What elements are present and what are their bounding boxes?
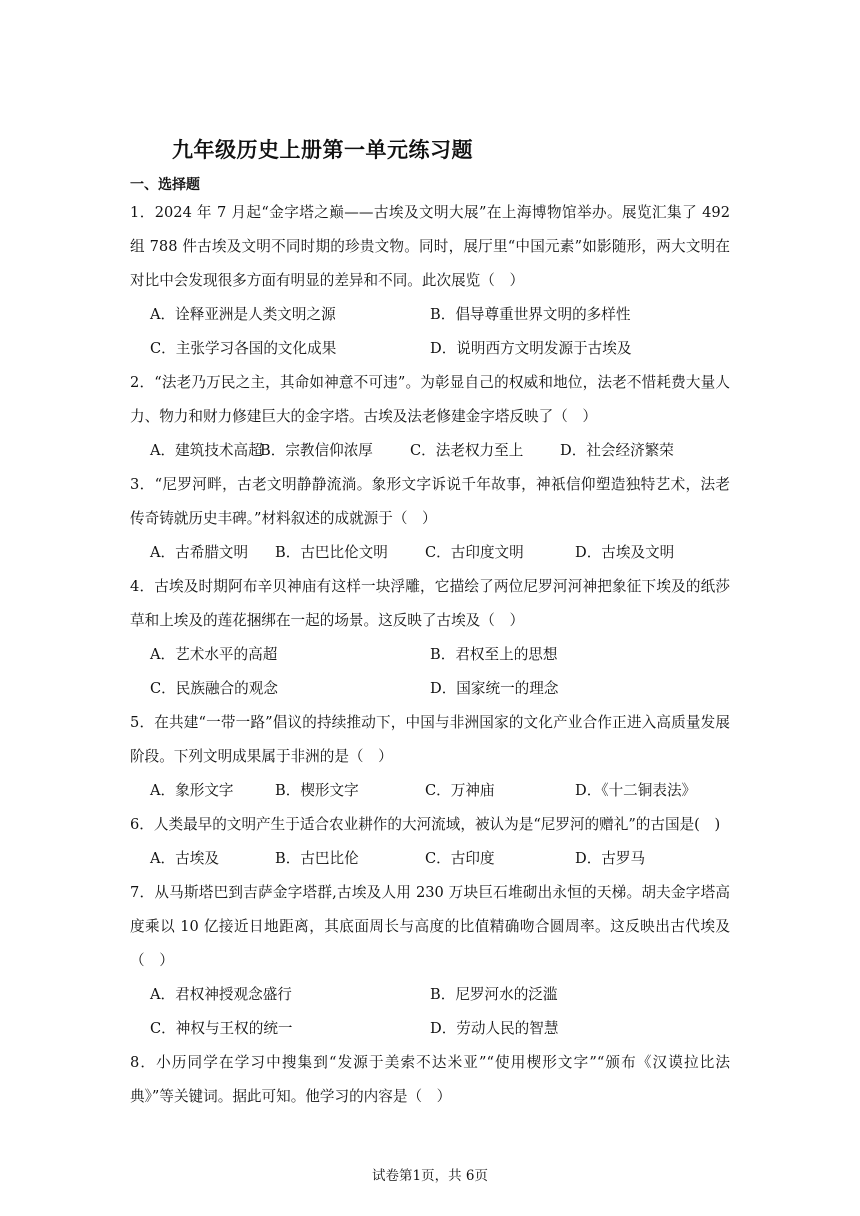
option-a: A．象形文字 xyxy=(150,782,234,799)
option-c: C．古印度文明 xyxy=(425,544,524,561)
option-b: B．尼罗河水的泛滥 xyxy=(430,986,558,1003)
option-b: B．倡导尊重世界文明的多样性 xyxy=(430,306,631,323)
option-a: A．诠释亚洲是人类文明之源 xyxy=(150,306,336,323)
option-a: A．建筑技术高超 xyxy=(150,442,263,459)
option-c: C．万神庙 xyxy=(425,782,495,799)
option-b: B．君权至上的思想 xyxy=(430,646,558,663)
question-stem: 3．“尼罗河畔，古老文明静静流淌。象形文字诉说千年故事，神祇信仰塑造独特艺术，法老传奇铸就历史丰碑。”材料叙述的成就源于（ ） xyxy=(130,476,730,527)
option-d: D．古罗马 xyxy=(575,850,646,867)
section-heading: 一、选择题 xyxy=(130,177,200,193)
option-a: A．古希腊文明 xyxy=(150,544,249,561)
question-stem: 8．小历同学在学习中搜集到“发源于美索不达米亚”“使用楔形文字”“颁布《汉谟拉比法典》”等关键词。据此可知。他学习的内容是（ ） xyxy=(130,1054,730,1105)
option-d: D．劳动人民的智慧 xyxy=(430,1020,559,1037)
question-list xyxy=(130,196,730,1114)
page-title: 九年级历史上册第一单元练习题 xyxy=(172,137,473,162)
question-6 xyxy=(130,808,730,876)
option-a: A．古埃及 xyxy=(150,850,219,867)
question-7 xyxy=(130,876,730,1046)
question-2 xyxy=(130,366,730,468)
question-8 xyxy=(130,1046,730,1114)
option-group xyxy=(130,536,730,570)
option-c: C．古印度 xyxy=(425,850,495,867)
option-group xyxy=(130,434,730,468)
question-stem: 5．在共建“一带一路”倡议的持续推动下，中国与非洲国家的文化产业合作正进入高质量发展阶段。下列文明成果属于非洲的是（ ） xyxy=(130,714,730,765)
question-3 xyxy=(130,468,730,570)
option-c: C．法老权力至上 xyxy=(410,442,524,459)
question-stem: 4．古埃及时期阿布辛贝神庙有这样一块浮雕，它描绘了两位尼罗河河神把象征下埃及的纸莎草和上埃及的莲花捆绑在一起的场景。这反映了古埃及（ ） xyxy=(130,578,730,629)
option-group xyxy=(130,298,730,366)
question-stem: 1．2024 年 7 月起“金字塔之巅——古埃及文明大展”在上海博物馆举办。展览汇集了 492 组 788 件古埃及文明不同时期的珍贵文物。同时，展厅里“中国元素”如影随形，两大文明在对比中会发现很多方面有明显的差异和不同。此次展览（ ） xyxy=(130,204,730,289)
option-b: B．楔形文字 xyxy=(275,782,359,799)
option-c: C．主张学习各国的文化成果 xyxy=(150,340,337,357)
question-stem: 2．“法老乃万民之主，其命如神意不可违”。为彰显自己的权威和地位，法老不惜耗费大量人力、物力和财力修建巨大的金字塔。古埃及法老修建金字塔反映了（ ） xyxy=(130,374,730,425)
option-d: D．《十二铜表法》 xyxy=(575,782,697,799)
option-b: B．宗教信仰浓厚 xyxy=(260,442,373,459)
option-b: B．古巴比伦 xyxy=(275,850,359,867)
option-group xyxy=(130,842,730,876)
option-a: A．艺术水平的高超 xyxy=(150,646,278,663)
question-stem: 7．从马斯塔巴到吉萨金字塔群,古埃及人用 230 万块巨石堆砌出永恒的天梯。胡夫金字塔高度乘以 10 亿接近日地距离，其底面周长与高度的比值精确吻合圆周率。这反映出古代埃及（ ） xyxy=(130,884,730,969)
option-d: D．国家统一的理念 xyxy=(430,680,559,697)
question-1 xyxy=(130,196,730,366)
option-d: D．说明西方文明发源于古埃及 xyxy=(430,340,632,357)
page-footer: 试卷第1页，共 6页 xyxy=(372,1168,488,1184)
option-c: C．神权与王权的统一 xyxy=(150,1020,293,1037)
option-group xyxy=(130,978,730,1046)
option-group xyxy=(130,638,730,706)
option-c: C．民族融合的观念 xyxy=(150,680,278,697)
option-d: D．社会经济繁荣 xyxy=(560,442,674,459)
option-group xyxy=(130,774,730,808)
question-stem: 6．人类最早的文明产生于适合农业耕作的大河流域，被认为是“尼罗河的赠礼”的古国是( ) xyxy=(130,816,721,833)
option-d: D．古埃及文明 xyxy=(575,544,675,561)
option-a: A．君权神授观念盛行 xyxy=(150,986,292,1003)
question-5 xyxy=(130,706,730,808)
question-4 xyxy=(130,570,730,706)
option-b: B．古巴比伦文明 xyxy=(275,544,388,561)
